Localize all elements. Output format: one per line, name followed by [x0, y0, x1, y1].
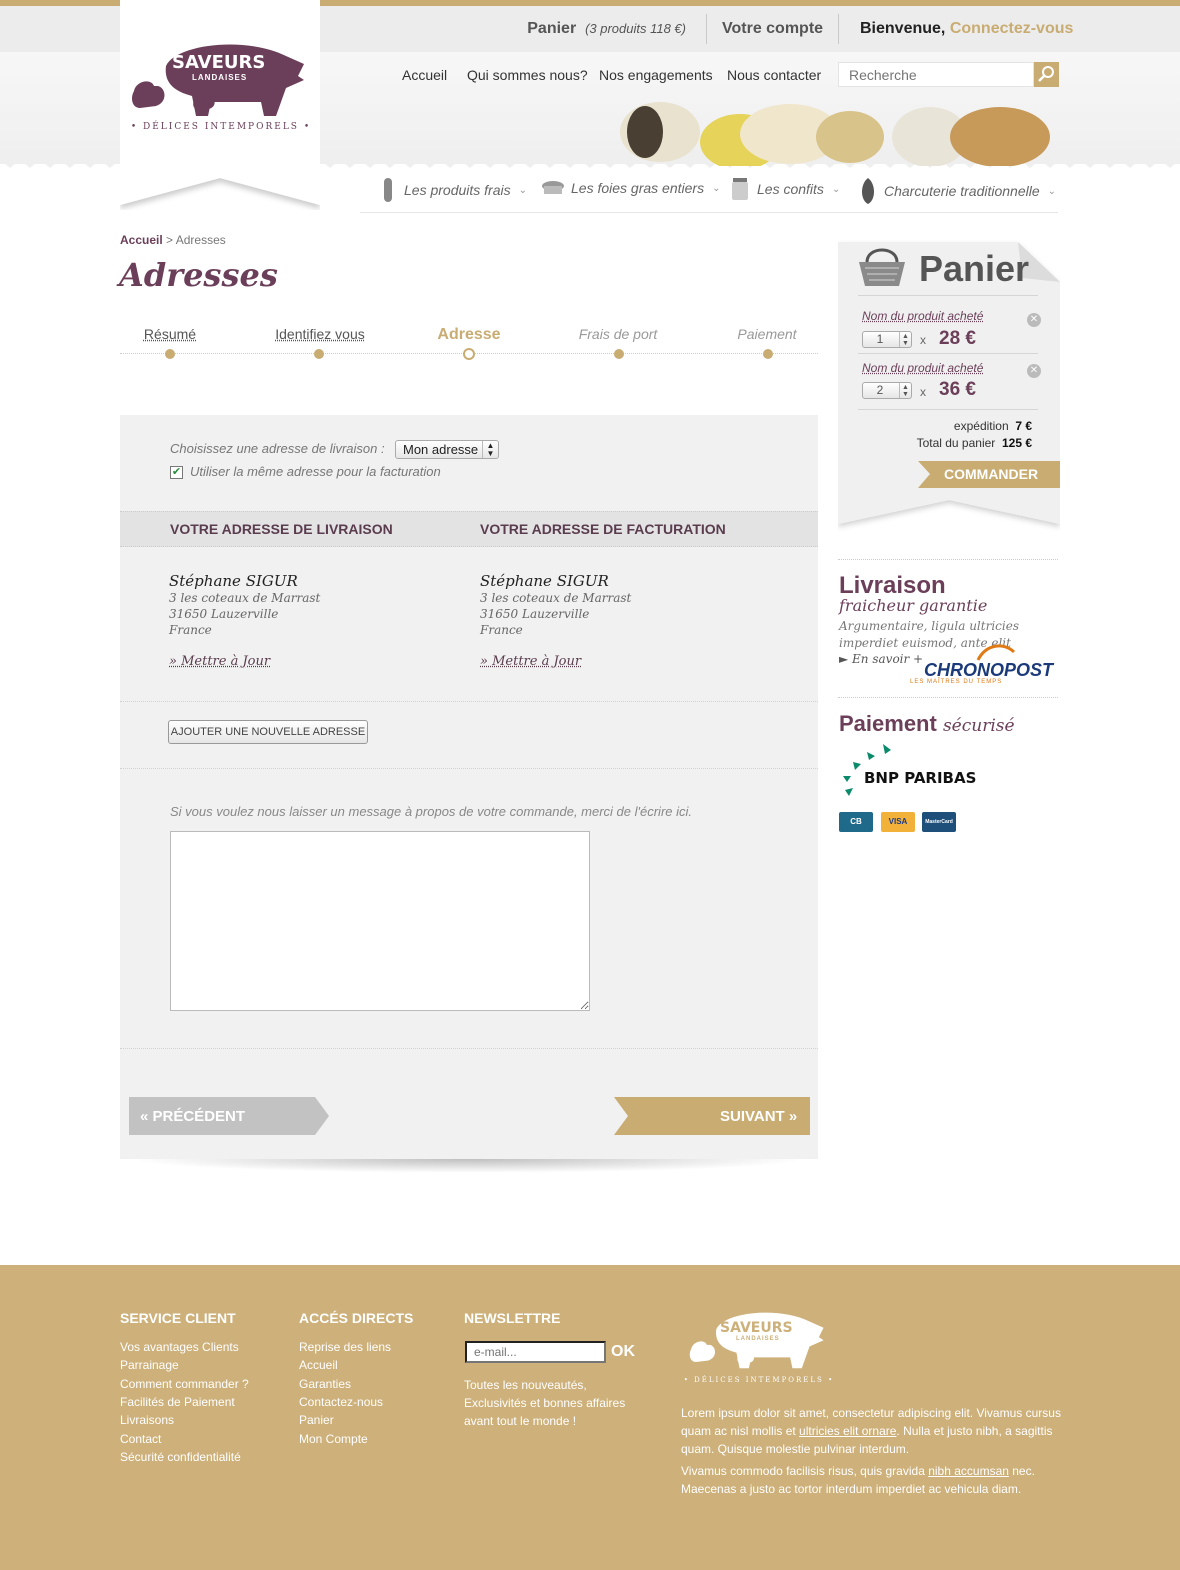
chevron-down-icon: ⌄ — [518, 184, 527, 196]
footer-link[interactable]: Contact — [120, 1432, 162, 1446]
billing-country: France — [480, 623, 523, 637]
top-separator — [706, 14, 707, 44]
footer-direct-title: ACCÉS DIRECTS — [299, 1310, 414, 1326]
step-dot — [165, 349, 175, 359]
sidebar-divider — [838, 697, 1058, 698]
divider — [120, 768, 818, 769]
cart-times: x — [920, 333, 926, 347]
step-dot — [763, 349, 773, 359]
search-button[interactable] — [1034, 62, 1059, 87]
jar-icon — [729, 176, 751, 202]
ham-icon — [858, 176, 878, 206]
step-frais-de-port: Frais de port — [578, 326, 658, 342]
total-row: Total du panier 125 € — [916, 436, 1032, 450]
category-divider — [360, 212, 1058, 213]
select-arrows-icon: ▲ ▼ — [899, 332, 911, 347]
previous-button-label: « PRÉCÉDENT — [140, 1108, 246, 1125]
cb-card-icon: CB — [839, 812, 873, 832]
footer-link[interactable]: Accueil — [299, 1358, 338, 1372]
mastercard-icon: MasterCard — [922, 812, 956, 832]
delivery-heading: VOTRE ADRESSE DE LIVRAISON — [170, 521, 393, 537]
delivery-country: France — [169, 623, 212, 637]
delivery-line2: 31650 Lauzerville — [169, 607, 279, 621]
step-identifiez[interactable]: Identifiez vous — [275, 326, 365, 342]
cart-item-name[interactable]: Nom du produit acheté — [862, 361, 984, 375]
breadcrumb: Accueil > Adresses — [120, 233, 226, 247]
add-address-button[interactable]: AJOUTER UNE NOUVELLE ADRESSE — [168, 720, 368, 744]
cart-divider — [858, 409, 1038, 410]
remove-item-icon[interactable]: ✕ — [1027, 313, 1041, 327]
step-paiement: Paiement — [737, 326, 797, 342]
footer-link[interactable]: Vos avantages Clients — [120, 1340, 239, 1354]
category-produits-frais[interactable]: Les produits frais ⌄ — [378, 176, 527, 204]
select-arrows-icon: ▲ ▼ — [482, 441, 498, 458]
panel-shadow — [128, 1159, 808, 1173]
chevron-down-icon: ⌄ — [831, 183, 841, 195]
footer-link[interactable]: Facilités de Paiement — [120, 1395, 235, 1409]
newsletter-text: Toutes les nouveautés, Exclusivités et bonnes affaires avant tout le monde ! — [464, 1378, 626, 1428]
sidebar-divider — [838, 559, 1058, 560]
footer-lorem-2: Vivamus commodo facilisis risus, quis gravida nibh accumsan nec. Maecenas a justo ac tortor interdum imperdiet ac vehicula diam. — [681, 1464, 1035, 1496]
site-logo[interactable] — [126, 36, 316, 136]
cart-item-price: 36 € — [939, 379, 976, 400]
divider — [120, 1048, 818, 1049]
login-link[interactable]: Connectez-vous — [949, 20, 1074, 37]
order-button-label: COMMANDER — [944, 466, 1039, 482]
footer-link[interactable]: Sécurité confidentialité — [120, 1450, 241, 1464]
divider — [120, 701, 818, 702]
breadcrumb-home[interactable]: Accueil — [120, 233, 163, 247]
header-food-illustration — [600, 92, 1060, 166]
cart-item-qty[interactable]: 1 ▲ ▼ — [862, 331, 912, 348]
billing-heading: VOTRE ADRESSE DE FACTURATION — [480, 521, 726, 537]
sausage-icon — [378, 176, 398, 204]
cart-divider — [858, 295, 1038, 296]
chronopost-swoosh-icon — [976, 642, 1016, 662]
footer-link[interactable]: Contactez-nous — [299, 1395, 384, 1409]
bnp-paribas-logo: BNP PARIBAS — [864, 769, 977, 787]
footer-link[interactable]: Reprise des liens — [299, 1340, 392, 1354]
footer-lorem-1: Lorem ipsum dolor sit amet, consectetur adipiscing elit. Vivamus cursus quam ac nisl mollis et ultricies elit ornare. Nulla et justo nibh, a sagittis quam. Quisque molestie pulvinar interdum. — [681, 1406, 1061, 1456]
category-confits[interactable]: Les confits ⌄ — [729, 176, 840, 202]
footer-link[interactable]: Mon Compte — [299, 1432, 368, 1446]
basket-icon — [855, 244, 909, 290]
step-dot-current — [463, 348, 475, 360]
top-separator — [838, 14, 839, 44]
footer-link[interactable]: Livraisons — [120, 1413, 175, 1427]
nav-engagements[interactable]: Nos engagements — [599, 67, 713, 83]
delivery-more-link[interactable]: ► En savoir + — [839, 652, 924, 666]
step-adresse: Adresse — [437, 326, 501, 343]
newsletter-email-input[interactable] — [465, 1341, 606, 1363]
delivery-name: Stéphane SIGUR — [169, 572, 298, 590]
chevron-down-icon: ⌄ — [712, 182, 721, 194]
billing-line2: 31650 Lauzerville — [480, 607, 590, 621]
address-select[interactable]: Mon adresse ▲ ▼ — [395, 440, 499, 459]
category-charcuterie[interactable]: Charcuterie traditionnelle ⌄ — [858, 176, 1056, 206]
top-cart-link[interactable]: Panier (3 produits 118 €) — [527, 20, 686, 37]
logo-tagline: • DÉLICES INTEMPORELS • — [130, 122, 312, 132]
billing-update-link[interactable]: » Mettre à Jour — [480, 654, 582, 669]
same-address-checkbox[interactable]: ✔ — [171, 466, 182, 478]
footer-logo — [684, 1306, 834, 1376]
nav-qui-sommes-nous[interactable]: Qui sommes nous? — [467, 67, 588, 83]
footer-link[interactable]: Panier — [299, 1413, 334, 1427]
billing-name: Stéphane SIGUR — [480, 572, 609, 590]
nav-contact[interactable]: Nous contacter — [727, 67, 822, 83]
top-account-link[interactable]: Votre compte — [722, 20, 824, 37]
message-label: Si vous voulez nous laisser un message à propos de votre commande, merci de l'écrire ici. — [170, 804, 692, 819]
chronopost-logo: CHRONOPOST — [924, 660, 1054, 680]
delivery-promo-title: Livraison — [839, 572, 946, 599]
cart-item-price: 28 € — [939, 328, 976, 349]
remove-item-icon[interactable]: ✕ — [1027, 364, 1041, 378]
cart-item-name[interactable]: Nom du produit acheté — [862, 309, 984, 323]
step-dot — [314, 349, 324, 359]
footer-newsletter-title: NEWSLETTRE — [464, 1310, 561, 1326]
visa-card-icon: VISA — [881, 812, 915, 832]
footer-inline-link[interactable]: nibh accumsan — [928, 1464, 1009, 1478]
newsletter-ok-button[interactable]: OK — [611, 1343, 635, 1360]
next-button-label: SUIVANT » — [720, 1108, 798, 1125]
step-resume[interactable]: Résumé — [143, 326, 197, 342]
terrine-icon — [541, 176, 565, 200]
cart-item-qty[interactable]: 2 ▲ ▼ — [862, 382, 912, 399]
footer-link[interactable]: Parrainage — [120, 1358, 179, 1372]
cart-title: Panier — [919, 248, 1030, 289]
logo-name: SAVEURS — [172, 52, 266, 73]
category-foies-gras[interactable]: Les foies gras entiers ⌄ — [541, 176, 720, 200]
step-dot — [614, 349, 624, 359]
chevron-down-icon: ⌄ — [1047, 185, 1057, 197]
choose-address-label: Choisissez une adresse de livraison : — [170, 441, 385, 456]
search-icon — [1034, 62, 1059, 87]
top-welcome: Bienvenue, Connectez-vous — [860, 20, 1074, 37]
footer-logo-tagline: • DÉLICES INTEMPORELS • — [683, 1376, 835, 1384]
footer-logo-name: SAVEURS — [720, 1320, 793, 1336]
shipping-row: expédition 7 € — [953, 419, 1032, 433]
chronopost-tagline: LES MAÎTRES DU TEMPS — [910, 679, 1003, 685]
footer-logo-sub: LANDAISES — [736, 1336, 780, 1342]
billing-line1: 3 les coteaux de Marrast — [480, 591, 632, 605]
same-address-label: Utiliser la même adresse pour la facturation — [190, 464, 441, 479]
select-arrows-icon: ▲ ▼ — [899, 383, 911, 398]
footer-link[interactable]: Garanties — [299, 1377, 352, 1391]
page-title: Adresses — [119, 256, 278, 294]
payment-promo-title: Paiement sécurisé — [839, 711, 1015, 736]
footer-inline-link[interactable]: ultricies elit ornare — [799, 1424, 897, 1438]
footer-service-title: SERVICE CLIENT — [120, 1310, 236, 1326]
delivery-update-link[interactable]: » Mettre à Jour — [169, 654, 271, 669]
logo-sub: LANDAISES — [192, 73, 248, 82]
delivery-line1: 3 les coteaux de Marrast — [169, 591, 321, 605]
delivery-promo-text: Argumentaire, ligula ultricies imperdiet euismod, ante elit — [839, 619, 1019, 650]
cart-divider — [858, 353, 1038, 354]
nav-accueil[interactable]: Accueil — [402, 67, 448, 83]
cart-times: x — [920, 385, 926, 399]
message-textarea[interactable] — [170, 831, 590, 1011]
search-input[interactable] — [838, 62, 1034, 87]
footer-link[interactable]: Comment commander ? — [120, 1377, 249, 1391]
delivery-promo-subtitle: fraicheur garantie — [839, 596, 988, 615]
